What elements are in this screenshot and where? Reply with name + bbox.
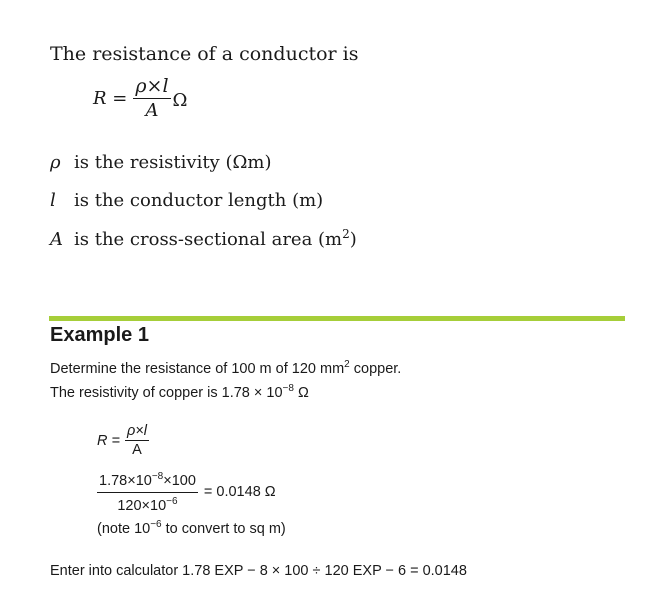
example-title: Example 1 [50,324,149,346]
resistance-formula [93,75,187,121]
example-formula [97,423,149,458]
example-resistivity-line: The resistivity of copper is $1.78 \times 10^{-8}$ Ω [50,383,309,401]
calculation-result: = 0.0148 Ω [203,484,276,501]
example-formula-numerator: ρ×l [126,423,147,439]
definition-symbol: ρ [50,152,61,173]
definition-symbol: l [50,190,56,211]
example-formula-fraction [125,423,149,458]
definition-text: is the conductor length (m) [74,190,324,211]
definition-length [50,190,323,211]
calculation-numerator: $1.78\times 10^{-8}\times 100$ [99,471,196,489]
unit-note: (note $10^{-6}$ to convert to sq m) [97,519,286,537]
example-calculation [97,471,276,514]
formula-denominator: A [145,100,159,121]
example-problem-line: Determine the resistance of 100 m of 120 $mm^2$ copper. [50,359,402,377]
formula-fraction [133,75,170,121]
definition-symbol: A [50,229,63,250]
definition-area [50,227,357,250]
definition-resistivity [50,152,271,173]
calculator-instruction: Enter into calculator 1.78 EXP − 8 × 100 ÷ 120 EXP − 6 = 0.0148 [50,563,467,579]
formula-unit: Ω [172,89,188,111]
calculation-denominator: $120\times 10^{-6}$ [117,495,178,514]
definition-text: is the resistivity (Ωm) [74,152,272,173]
section-divider [49,316,625,321]
intro-text: The resistance of a conductor is [50,43,359,65]
example-formula-lhs: R = [97,432,120,449]
formula-lhs: R = [93,87,128,109]
example-formula-denominator: A [132,442,142,458]
calculation-fraction [97,471,198,514]
formula-numerator: ρ×l [135,75,169,97]
definition-text: is the cross-sectional area $(m^2)$ [74,227,357,250]
